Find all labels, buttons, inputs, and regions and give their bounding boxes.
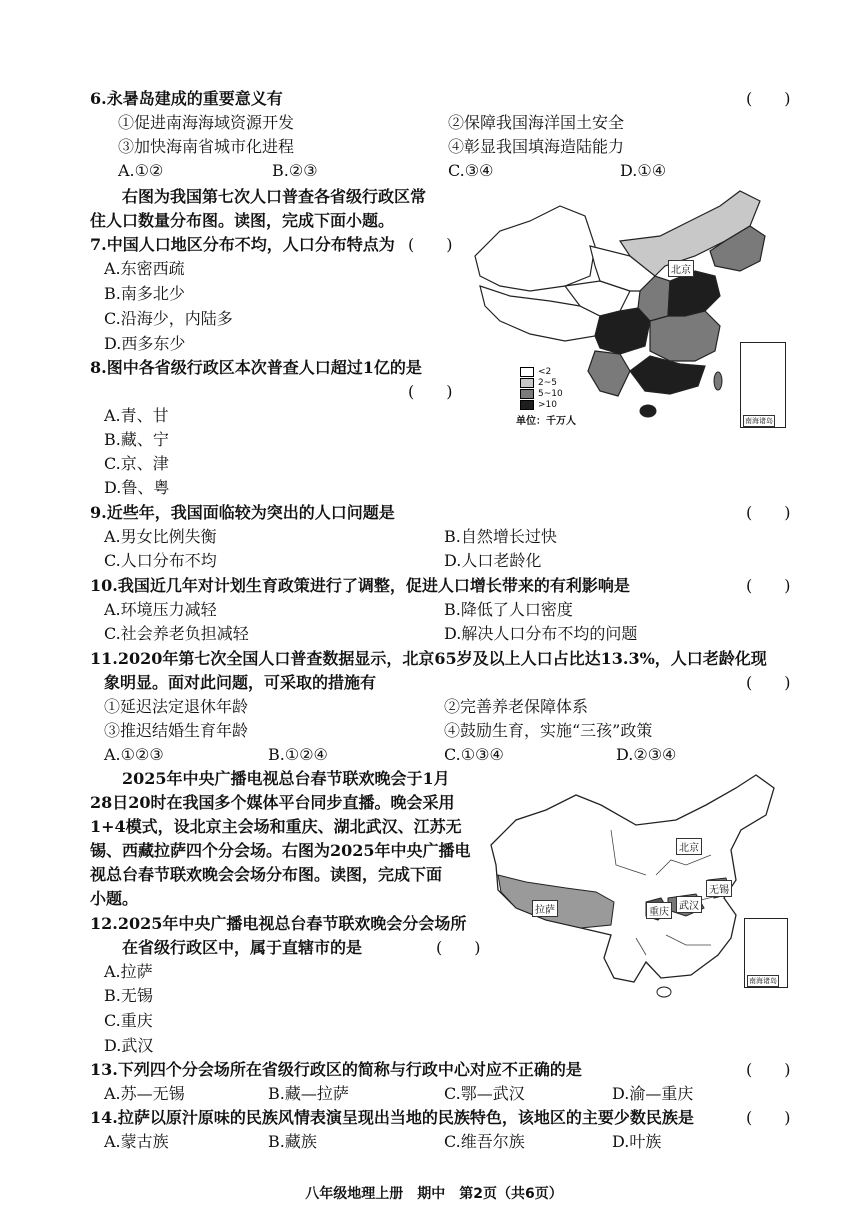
map2-label-beijing: 北京: [676, 838, 702, 855]
q6-stem: 6.永暑岛建成的重要意义有: [90, 89, 283, 108]
q10-option-a: A.环境压力减轻: [104, 600, 217, 619]
region-central-south: [650, 311, 720, 361]
q8-option-c: C.京、津: [104, 454, 169, 473]
passage1-line-1: 右图为我国第七次人口普查各省级行政区常: [90, 187, 427, 206]
q14-option-b: B.藏族: [268, 1132, 317, 1151]
q10-bracket: ( ): [746, 576, 791, 595]
q11-option-a: A.①②③: [104, 745, 164, 764]
q8-option-b: B.藏、宁: [104, 430, 169, 449]
legend-2to5: 2~5: [538, 377, 557, 388]
passage2-line-3: 1+4模式，设北京主会场和重庆、湖北武汉、江苏无: [90, 817, 462, 836]
q9-option-b: B.自然增长过快: [444, 527, 557, 546]
map1-inset-label: 南海诸岛: [745, 417, 773, 425]
q13-option-b: B.藏—拉萨: [268, 1084, 349, 1103]
q13-bracket: ( ): [746, 1060, 791, 1079]
q6-option-a: A.①②: [118, 161, 164, 180]
q12-option-b: B.无锡: [104, 986, 153, 1005]
q9-option-a: A.男女比例失衡: [104, 527, 217, 546]
q11-item-1: ①延迟法定退休年龄: [104, 697, 249, 716]
q14-option-a: A.蒙古族: [104, 1132, 169, 1151]
region-guangdong: [630, 356, 705, 394]
q6-item-4: ④彰显我国填海造陆能力: [448, 137, 625, 156]
page-footer: 八年级地理上册 期中 第2页（共6页）: [305, 1186, 563, 1202]
q13-option-a: A.苏—无锡: [104, 1084, 185, 1103]
q13-option-d: D.渝—重庆: [612, 1084, 694, 1103]
q13-option-c: C.鄂—武汉: [444, 1084, 525, 1103]
q8-option-a: A.青、甘: [104, 406, 169, 425]
population-map: [470, 186, 770, 436]
q12-stem-2: 在省级行政区中，属于直辖市的是: [122, 938, 363, 957]
legend-lt2: <2: [538, 366, 552, 377]
map2-label-wuhan: 武汉: [676, 896, 702, 913]
q11-stem-1: 11.2020年第七次全国人口普查数据显示，北京65岁及以上人口占比达13.3%，人口老龄化现: [90, 649, 767, 668]
passage2-line-5: 视总台春节联欢晚会会场分布图。读图，完成下面: [90, 865, 443, 884]
q7-stem: 7.中国人口地区分布不均，人口分布特点为: [90, 235, 395, 254]
q11-option-c: C.①③④: [444, 745, 504, 764]
q12-option-c: C.重庆: [104, 1011, 153, 1030]
q11-item-2: ②完善养老保障体系: [444, 697, 589, 716]
q6-item-1: ①促进南海海域资源开发: [118, 113, 295, 132]
q8-option-d: D.鲁、粤: [104, 478, 170, 497]
map2-label-wuxi: 无锡: [706, 880, 732, 897]
q7-option-c: C.沿海少，内陆多: [104, 309, 233, 328]
map2-inset-label: 南海诸岛: [749, 977, 777, 985]
region-xinjiang: [475, 206, 595, 291]
map2-label-lhasa: 拉萨: [532, 900, 558, 917]
passage1-line-2: 住人口数量分布图。读图，完成下面小题。: [90, 211, 395, 230]
q6-option-b: B.②③: [272, 161, 318, 180]
q9-stem: 9.近些年，我国面临较为突出的人口问题是: [90, 503, 395, 522]
q6-item-2: ②保障我国海洋国土安全: [448, 113, 625, 132]
q10-option-c: C.社会养老负担减轻: [104, 624, 249, 643]
q8-stem: 8.图中各省级行政区本次普查人口超过1亿的是: [90, 358, 422, 377]
q12-option-d: D.武汉: [104, 1036, 154, 1055]
passage2-line-2: 28日20时在我国多个媒体平台同步直播。晚会采用: [90, 793, 455, 812]
map1-unit: 单位：千万人: [516, 416, 576, 427]
gala-venue-map: [486, 770, 776, 1010]
q6-item-3: ③加快海南省城市化进程: [118, 137, 295, 156]
map1-label-beijing: 北京: [668, 260, 694, 277]
q11-stem-2: 象明显。面对此问题，可采取的措施有: [104, 673, 377, 692]
map2-hainan: [657, 987, 671, 997]
q6-bracket: ( ): [746, 89, 791, 108]
q6-option-c: C.③④: [448, 161, 494, 180]
q11-bracket: ( ): [746, 673, 791, 692]
q14-bracket: ( ): [746, 1108, 791, 1127]
passage2-line-4: 锡、西藏拉萨四个分会场。右图为2025年中央广播电: [90, 841, 471, 860]
q10-option-d: D.解决人口分布不均的问题: [444, 624, 638, 643]
q14-option-c: C.维吾尔族: [444, 1132, 525, 1151]
q7-option-d: D.西多东少: [104, 334, 186, 353]
q13-stem: 13.下列四个分会场所在省级行政区的简称与行政中心对应不正确的是: [90, 1060, 582, 1079]
region-hainan: [640, 405, 656, 417]
q6-option-d: D.①④: [620, 161, 667, 180]
map2-outline: [491, 775, 774, 982]
region-taiwan: [714, 372, 722, 390]
q12-stem-1: 12.2025年中央广播电视总台春节联欢晚会分会场所: [90, 914, 467, 933]
q11-option-b: B.①②④: [268, 745, 328, 764]
passage2-line-1: 2025年中央广播电视总台春节联欢晚会于1月: [90, 769, 450, 788]
q9-bracket: ( ): [746, 503, 791, 522]
q10-stem: 10.我国近几年对计划生育政策进行了调整，促进人口增长带来的有利影响是: [90, 576, 630, 595]
region-north-china-plain: [668, 271, 720, 316]
legend-5to10: 5~10: [538, 388, 563, 399]
q14-stem: 14.拉萨以原汁原味的民族风情表演呈现出当地的民族特色，该地区的主要少数民族是: [90, 1108, 694, 1127]
q11-item-4: ④鼓励生育，实施“三孩”政策: [444, 721, 653, 740]
q9-option-c: C.人口分布不均: [104, 551, 217, 570]
q12-bracket: ( ): [436, 938, 481, 957]
q9-option-d: D.人口老龄化: [444, 551, 542, 570]
region-yunnan: [588, 351, 630, 396]
q14-option-d: D.叶族: [612, 1132, 662, 1151]
map2-label-chongqing: 重庆: [646, 902, 672, 919]
q8-bracket: ( ): [408, 382, 453, 401]
passage2-line-6: 小题。: [90, 889, 139, 908]
map1-legend: [520, 366, 563, 410]
q12-option-a: A.拉萨: [104, 962, 153, 981]
q11-item-3: ③推迟结婚生育年龄: [104, 721, 249, 740]
q11-option-d: D.②③④: [616, 745, 677, 764]
q10-option-b: B.降低了人口密度: [444, 600, 573, 619]
q7-option-b: B.南多北少: [104, 284, 185, 303]
region-sichuan: [595, 308, 650, 354]
q7-bracket: ( ): [408, 235, 453, 254]
q7-option-a: A.东密西疏: [104, 259, 185, 278]
legend-gt10: >10: [538, 399, 557, 410]
